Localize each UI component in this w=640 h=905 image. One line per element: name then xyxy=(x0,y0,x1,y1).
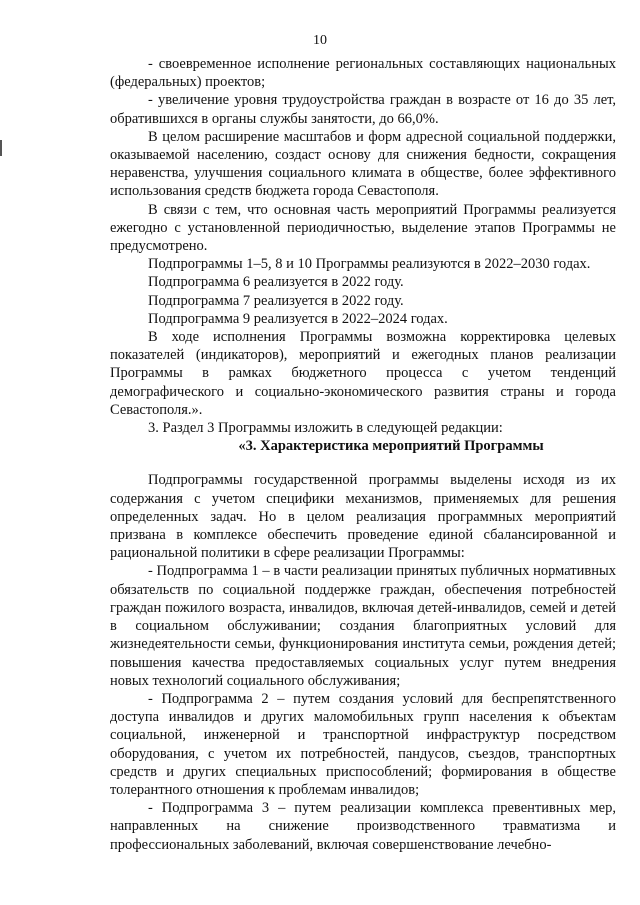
scan-edge-mark xyxy=(0,140,2,156)
paragraph-subprogram-6: Подпрограмма 6 реализуется в 2022 году. xyxy=(148,274,404,291)
paragraph-subprogram-3: - Подпрограмма 3 – путем реализации комплекса превентивных мер, направленных на снижение производственного травматизма и профессиональных заболеваний, включая совершенствование лечебно- xyxy=(110,800,616,853)
paragraph-subprogram-2: - Подпрограмма 2 – путем создания условий для беспрепятственного доступа инвалидов и других маломобильных групп населения к объектам социальной, инженерной и транспортной инфраструктур посредством оборудования, с учетом их потребностей, пандусов, съездов, транспортных средств и других специальных приспособлений; формирования в обществе толерантного отношения к проблемам инвалидов; xyxy=(110,690,616,798)
paragraph-subprograms-1-5: Подпрограммы 1–5, 8 и 10 Программы реализуются в 2022–2030 годах. xyxy=(148,256,591,273)
paragraph-employment: - увеличение уровня трудоустройства граждан в возрасте от 16 до 35 лет, обратившихся в органы службы занятости, до 66,0%. xyxy=(110,92,616,127)
paragraph-regional-projects: - своевременное исполнение региональных составляющих национальных (федеральных) проектов; xyxy=(110,56,616,91)
paragraph-subprogram-7: Подпрограмма 7 реализуется в 2022 году. xyxy=(148,292,404,309)
paragraph-section-3-edit: 3. Раздел 3 Программы изложить в следующей редакции: xyxy=(148,420,503,437)
document-body xyxy=(110,55,616,854)
paragraph-section-intro: Подпрограммы государственной программы выделены исходя из их содержания с учетом специфики механизмов, применяемых для решения определенных задач. Но в целом реализация программных мероприятий призвана в комплексе обеспечить проведение единой сбалансированной и рациональной политики в сфере реализации Программы: xyxy=(110,472,616,562)
paragraph-social-support: В целом расширение масштабов и форм адресной социальной поддержки, оказываемой населению, создаст основу для снижения бедности, сокращения неравенства, улучшения социального климата в обществе, более эффективного использования средств бюджета города Севастополя. xyxy=(110,128,616,200)
paragraph-adjustment: В ходе исполнения Программы возможна корректировка целевых показателей (индикаторов), мероприятий и ежегодных планов реализации Программы в рамках бюджетного процесса с учетом тенденций демографического и социально-экономического развития страны и города Севастополя.». xyxy=(110,329,616,418)
section-heading: «3. Характеристика мероприятий Программы xyxy=(238,438,544,455)
paragraph-subprogram-1: - Подпрограмма 1 – в части реализации принятых публичных нормативных обязательств по социальной поддержке граждан, обеспечения потребностей граждан пожилого возраста, инвалидов, включая детей-инвалидов, семей и детей в социальном обслуживании; создания благоприятных условий для жизнедеятельности семьи, функционирования института семьи, рождения детей; повышения качества предоставляемых социальных услуг путем внедрения новых технологий социального обслуживания; xyxy=(110,563,616,689)
paragraph-stages: В связи с тем, что основная часть мероприятий Программы реализуется ежегодно с установленной периодичностью, выделение этапов Программы не предусмотрено. xyxy=(110,201,616,255)
page-number: 10 xyxy=(313,33,327,48)
paragraph-subprogram-9: Подпрограмма 9 реализуется в 2022–2024 годах. xyxy=(148,310,448,327)
